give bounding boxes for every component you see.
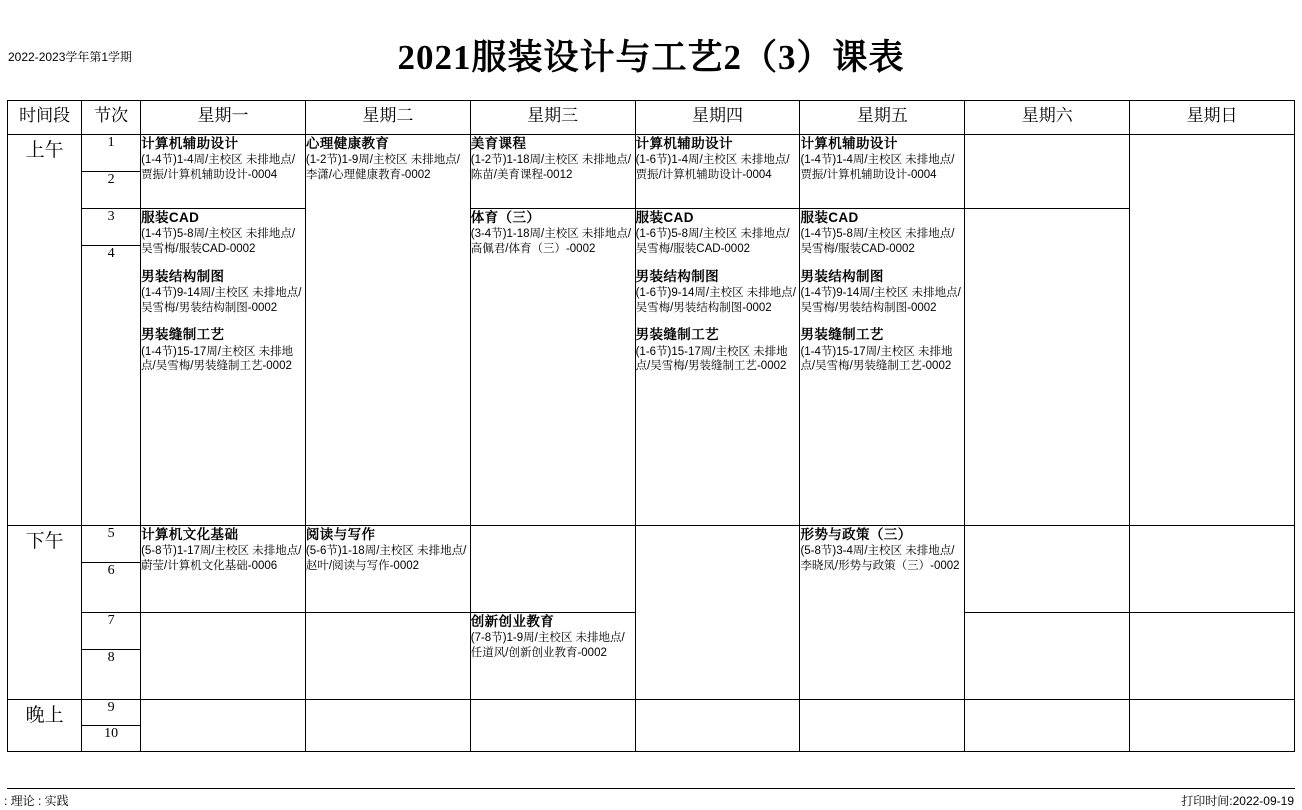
cell-sun-p7-8[interactable]: [1130, 613, 1295, 700]
course-name: 男装缝制工艺: [141, 327, 225, 343]
course-info: (1-6节)15-17周/主校区 未排地点/吴雪梅/男装缝制工艺-0002: [635, 345, 788, 373]
course-name: 计算机文化基础: [141, 527, 239, 542]
table-header-row: [8, 101, 1295, 135]
course-block[interactable]: [141, 268, 305, 316]
schedule-table: [7, 100, 1295, 752]
cell-mon-p9-10[interactable]: [141, 700, 306, 752]
course-info: (1-4节)15-17周/主校区 未排地点/吴雪梅/男装缝制工艺-0002: [141, 345, 294, 373]
cell-sun-p5-6[interactable]: [1130, 526, 1295, 613]
cell-tue-p1-4[interactable]: [305, 135, 470, 526]
cell-sat-p9-10[interactable]: [965, 700, 1130, 752]
course-name: 男装缝制工艺: [635, 327, 719, 343]
cell-fri-p9-10[interactable]: [800, 700, 965, 752]
course-info: (1-4节)1-4周/主校区 未排地点/贾振/计算机辅助设计-0004: [800, 154, 955, 181]
course-name: 男装结构制图: [635, 268, 719, 284]
col-header-timeslot: 时间段: [8, 101, 82, 135]
course-block[interactable]: [636, 326, 800, 374]
course-info: (1-6节)1-4周/主校区 未排地点/贾振/计算机辅助设计-0004: [635, 154, 790, 181]
course-info: (5-8节)3-4周/主校区 未排地点/李晓凤/形势与政策（三）-0002: [800, 545, 960, 572]
cell-sat-p3-4[interactable]: [965, 209, 1130, 526]
course-name: 服装CAD: [141, 210, 200, 225]
col-header-thursday: 星期四: [635, 101, 800, 135]
course-info: (3-4节)1-18周/主校区 未排地点/高佩君/体育（三）-0002: [470, 228, 632, 255]
course-info: (1-6节)9-14周/主校区 未排地点/吴雪梅/男装结构制图-0002: [635, 286, 796, 314]
course-name: 服装CAD: [635, 210, 694, 225]
period-5: 5: [82, 526, 141, 563]
period-8: 8: [82, 650, 141, 700]
segment-label-morning: 上午: [8, 135, 82, 526]
cell-thu-p1-2[interactable]: [635, 135, 800, 209]
print-time-label: 打印时间:2022-09-19: [1181, 794, 1294, 808]
period-7: 7: [82, 613, 141, 650]
course-name: 形势与政策（三）: [800, 527, 912, 542]
table-row: [8, 700, 1295, 726]
course-name: 阅读与写作: [305, 527, 376, 542]
cell-thu-p3-4[interactable]: [635, 209, 800, 526]
page-title: 2021服装设计与工艺2（3）课表: [397, 38, 905, 77]
course-info: (1-4节)5-8周/主校区 未排地点/吴雪梅/服装CAD-0002: [141, 228, 296, 255]
period-4: 4: [82, 246, 141, 526]
course-block[interactable]: [141, 526, 305, 574]
cell-sat-p1-2[interactable]: [965, 135, 1130, 209]
course-block[interactable]: [141, 326, 305, 374]
cell-fri-p3-4[interactable]: [800, 209, 965, 526]
course-info: (1-4节)15-17周/主校区 未排地点/吴雪梅/男装缝制工艺-0002: [800, 345, 953, 373]
cell-wed-p7-8[interactable]: [470, 613, 635, 700]
cell-tue-p7-8[interactable]: [305, 613, 470, 700]
course-name: 心理健康教育: [305, 136, 390, 151]
col-header-friday: 星期五: [800, 101, 965, 135]
course-block[interactable]: [636, 135, 800, 183]
course-name: 美育课程: [470, 136, 527, 151]
cell-wed-p1-2[interactable]: [470, 135, 635, 209]
course-name: 计算机辅助设计: [800, 136, 898, 151]
cell-thu-p9-10[interactable]: [635, 700, 800, 752]
cell-sun-p9-10[interactable]: [1130, 700, 1295, 752]
course-name: 男装缝制工艺: [800, 327, 884, 343]
course-info: (1-4节)9-14周/主校区 未排地点/吴雪梅/男装结构制图-0002: [800, 286, 961, 314]
table-row: [8, 209, 1295, 246]
cell-wed-p3-4[interactable]: [470, 209, 635, 526]
page-header: [0, 0, 1302, 100]
course-block[interactable]: [471, 135, 635, 183]
col-header-monday: 星期一: [141, 101, 306, 135]
course-block[interactable]: [141, 209, 305, 257]
cell-sat-p5-6[interactable]: [965, 526, 1130, 613]
cell-tue-p5-6[interactable]: [305, 526, 470, 613]
period-9: 9: [82, 700, 141, 726]
cell-tue-p9-10[interactable]: [305, 700, 470, 752]
page-footer: [0, 788, 1302, 810]
cell-mon-p5-6[interactable]: [141, 526, 306, 613]
course-block[interactable]: [800, 526, 964, 574]
course-name: 体育（三）: [470, 210, 541, 225]
cell-mon-p7-8[interactable]: [141, 613, 306, 700]
course-block[interactable]: [636, 209, 800, 257]
col-header-wednesday: 星期三: [470, 101, 635, 135]
cell-mon-p1-2[interactable]: [141, 135, 306, 209]
period-1: 1: [82, 135, 141, 172]
cell-wed-p5-6[interactable]: [470, 526, 635, 613]
period-2: 2: [82, 172, 141, 209]
course-block[interactable]: [800, 326, 964, 374]
course-block[interactable]: [800, 209, 964, 257]
legend-label: : 理论 : 实践: [4, 794, 69, 808]
course-info: (5-6节)1-18周/主校区 未排地点/赵叶/阅读与写作-0002: [305, 545, 467, 572]
course-block[interactable]: [141, 135, 305, 183]
course-block[interactable]: [471, 613, 635, 661]
segment-label-afternoon: 下午: [8, 526, 82, 700]
course-info: (1-2节)1-18周/主校区 未排地点/陈苗/美育课程-0012: [470, 154, 632, 181]
col-header-sunday: 星期日: [1130, 101, 1295, 135]
cell-mon-p3-4[interactable]: [141, 209, 306, 526]
course-block[interactable]: [306, 526, 470, 574]
period-3: 3: [82, 209, 141, 246]
period-10: 10: [82, 726, 141, 752]
col-header-period: 节次: [82, 101, 141, 135]
course-info: (7-8节)1-9周/主校区 未排地点/任道风/创新创业教育-0002: [470, 632, 625, 659]
cell-fri-p1-2[interactable]: [800, 135, 965, 209]
table-row: [8, 135, 1295, 172]
term-label: 2022-2023学年第1学期: [8, 50, 133, 64]
col-header-tuesday: 星期二: [305, 101, 470, 135]
course-block[interactable]: [800, 135, 964, 183]
course-info: (1-4节)5-8周/主校区 未排地点/吴雪梅/服装CAD-0002: [800, 228, 955, 255]
course-info: (1-4节)1-4周/主校区 未排地点/贾振/计算机辅助设计-0004: [141, 154, 296, 181]
footer-divider: [7, 788, 1295, 789]
course-name: 服装CAD: [800, 210, 859, 225]
col-header-saturday: 星期六: [965, 101, 1130, 135]
course-info: (1-2节)1-9周/主校区 未排地点/李潇/心理健康教育-0002: [305, 154, 460, 181]
course-block[interactable]: [471, 209, 635, 257]
course-name: 创新创业教育: [470, 614, 555, 629]
course-info: (5-8节)1-17周/主校区 未排地点/蔚莹/计算机文化基础-0006: [141, 545, 302, 572]
table-row: [8, 526, 1295, 563]
course-name: 男装结构制图: [141, 268, 225, 284]
segment-label-evening: 晚上: [8, 700, 82, 752]
course-info: (1-4节)9-14周/主校区 未排地点/吴雪梅/男装结构制图-0002: [141, 286, 302, 314]
course-block[interactable]: [306, 135, 470, 183]
course-block[interactable]: [636, 268, 800, 316]
course-name: 计算机辅助设计: [635, 136, 733, 151]
cell-sun-p1-4[interactable]: [1130, 135, 1295, 526]
course-name: 男装结构制图: [800, 268, 884, 284]
cell-sat-p7-8[interactable]: [965, 613, 1130, 700]
course-block[interactable]: [800, 268, 964, 316]
cell-thu-p5-8[interactable]: [635, 526, 800, 700]
course-name: 计算机辅助设计: [141, 136, 239, 151]
cell-wed-p9-10[interactable]: [470, 700, 635, 752]
course-info: (1-6节)5-8周/主校区 未排地点/吴雪梅/服装CAD-0002: [635, 228, 790, 255]
cell-fri-p5-8[interactable]: [800, 526, 965, 700]
period-6: 6: [82, 563, 141, 613]
